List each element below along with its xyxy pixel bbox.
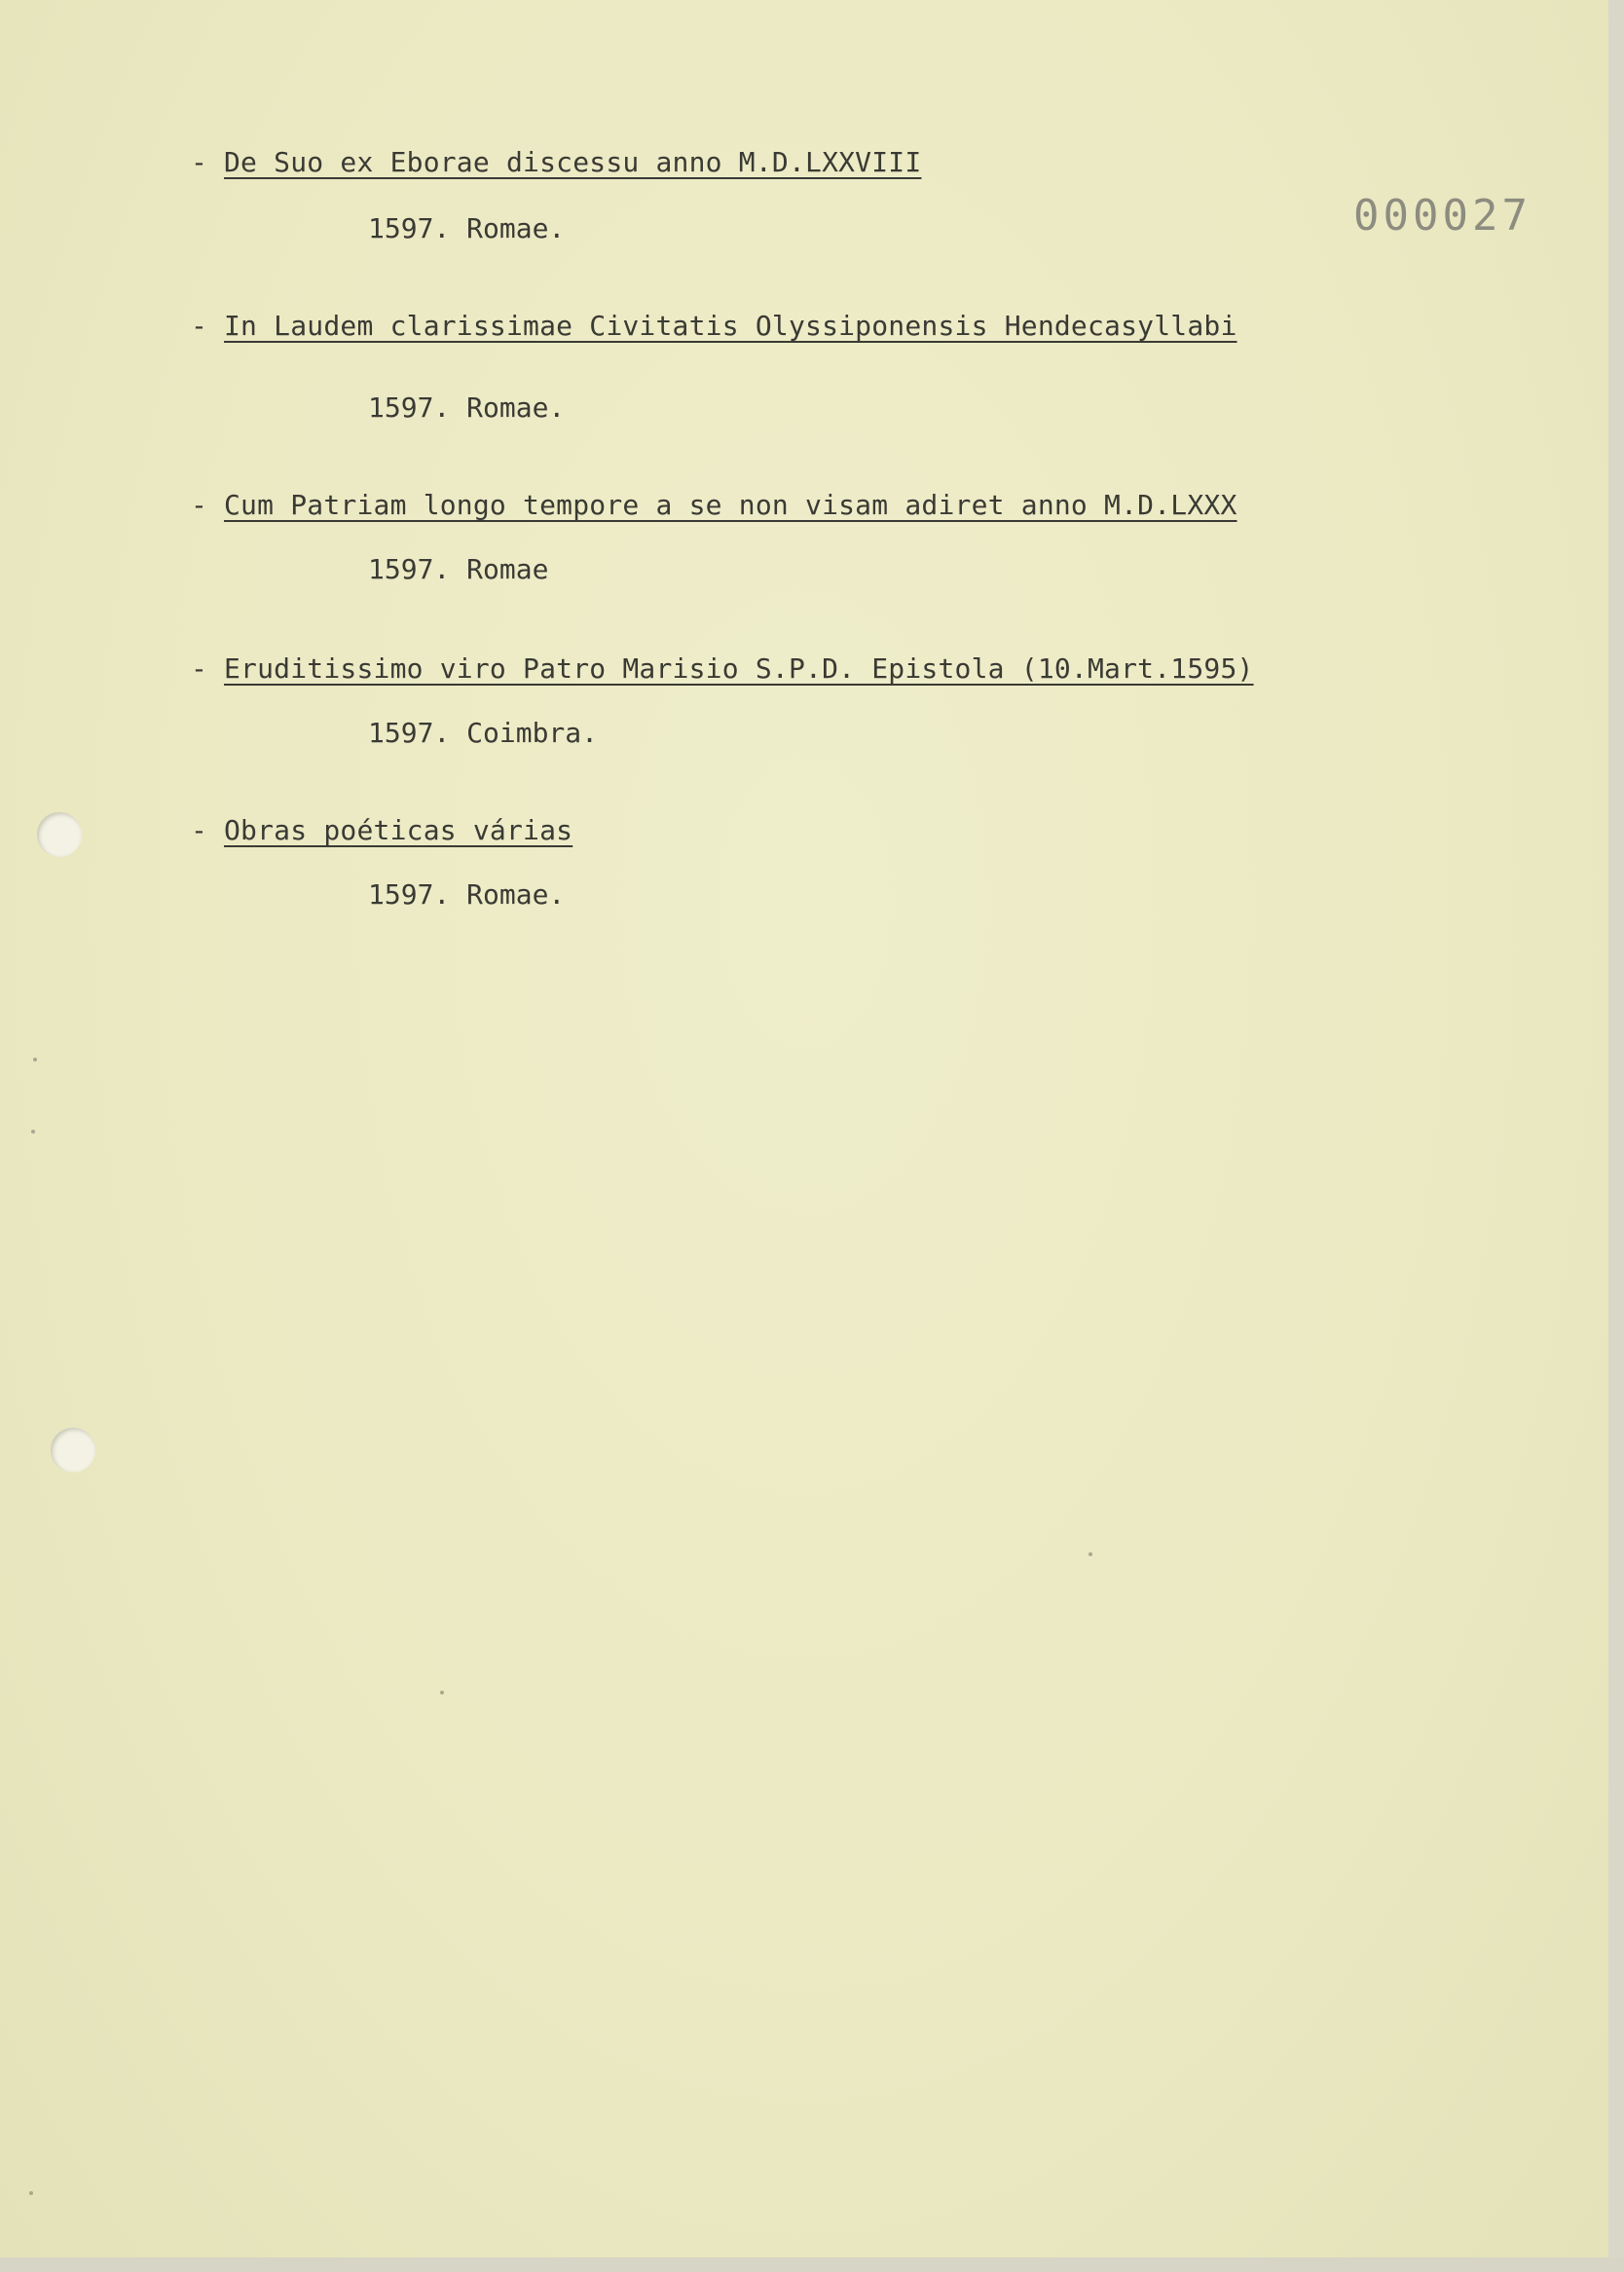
page-number-stamp: 000027 — [1353, 191, 1532, 241]
entry-title-row — [191, 146, 921, 178]
entry-date: 1597. Coimbra. — [368, 717, 599, 749]
entry-title-row — [191, 310, 1237, 342]
entry-dash: - — [191, 652, 208, 685]
entry-date: 1597. Romae. — [368, 212, 566, 244]
scan-bottom-edge — [0, 2257, 1624, 2272]
punch-hole-upper — [37, 812, 82, 857]
entry-title-row — [191, 814, 572, 846]
paper-speck — [29, 2191, 33, 2195]
entry-dash: - — [191, 146, 208, 178]
entry-title-row — [191, 652, 1254, 685]
paper-speck — [31, 1130, 35, 1134]
entry-title: De Suo ex Eborae discessu anno M.D.LXXVIII — [224, 146, 922, 178]
entry-title: Cum Patriam longo tempore a se non visam adiret anno M.D.LXXX — [224, 489, 1237, 521]
entry-dash: - — [191, 814, 208, 846]
entry-title: Eruditissimo viro Patro Marisio S.P.D. Epistola (10.Mart.1595) — [224, 652, 1254, 685]
entry-dash: - — [191, 310, 208, 342]
entry-dash: - — [191, 489, 208, 521]
entry-title: In Laudem clarissimae Civitatis Olyssiponensis Hendecasyllabi — [224, 310, 1237, 342]
entry-title-row — [191, 489, 1237, 521]
scan-right-edge — [1608, 0, 1624, 2272]
entry-date: 1597. Romae — [368, 553, 549, 585]
entry-date: 1597. Romae. — [368, 391, 566, 424]
paper-speck — [33, 1058, 37, 1062]
punch-hole-lower — [51, 1428, 95, 1472]
entry-title: Obras poéticas várias — [224, 814, 573, 846]
paper-speck — [1089, 1552, 1092, 1556]
paper-speck — [440, 1691, 444, 1695]
entry-date: 1597. Romae. — [368, 878, 566, 911]
